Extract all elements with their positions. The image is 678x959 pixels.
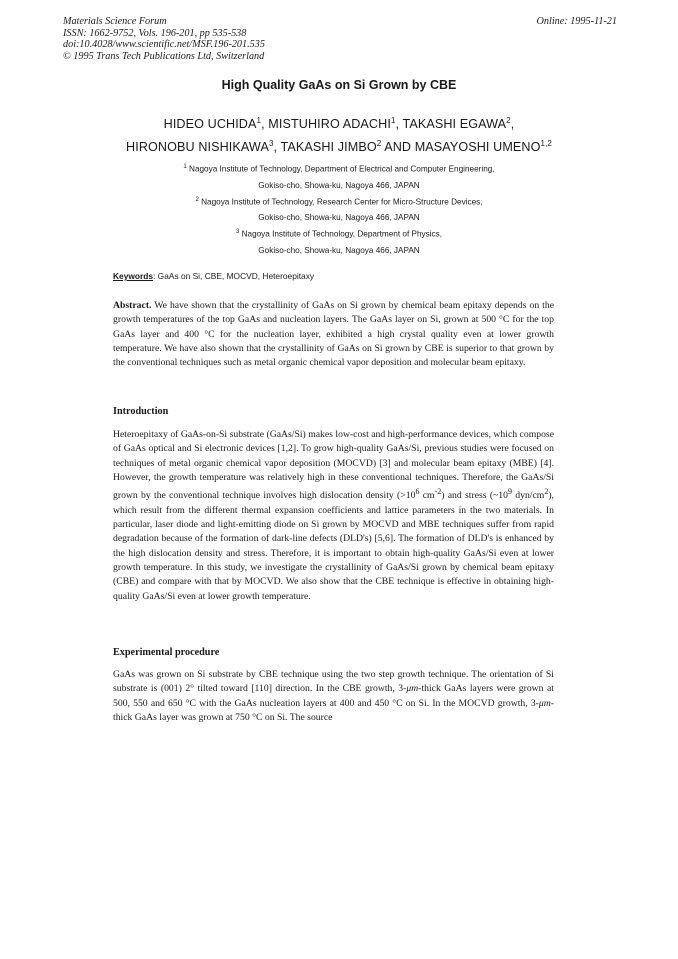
author-separator: , [510, 117, 515, 132]
copyright-line: © 1995 Trans Tech Publications Ltd, Switzerland [63, 50, 265, 62]
online-date: Online: 1995-11-21 [536, 16, 617, 27]
journal-header [63, 16, 265, 62]
author-name: , MISTUHIRO ADACHI [261, 117, 391, 132]
affiliation-1-line-1: $^1$ Nagoya Institute of Technology, Department of Electrical and Computer Engineering, [183, 164, 495, 174]
keywords-line [113, 271, 314, 281]
affiliation-marker: 1 [390, 116, 396, 125]
keywords-label: Keywords [113, 271, 154, 281]
affiliation-marker: 1,2 [540, 139, 552, 148]
section-heading-introduction: Introduction [113, 406, 169, 417]
affiliation-2-line-1: $^2$ Nagoya Institute of Technology, Research Center for Micro-Structure Devices, [195, 197, 483, 207]
affiliation-3-line-1: $^3$ Nagoya Institute of Technology, Department of Physics, [235, 229, 442, 239]
affiliation-marker: 2 [506, 116, 511, 125]
introduction-body: Heteroepitaxy of GaAs-on-Si substrate (GaAs/Si) makes low-cost and high-performance devices, which compose of GaAs optical and Si electronic devices [1,2]. To grow high-quality GaAs/Si, previous studies were focused on techniques of metal organic chemical vapor deposition (MOCVD) [3] and molecular beam epitaxy (MBE) [4]. However, the growth temperature was relatively high in these conventional techniques. Therefore, the GaAs/Si grown by the conventional technique involves high dislocation density ($>10^6$ $cm^{-2}$) and stress ($\sim 10^9$ dyn/$cm^2$), which result from the different thermal expansion coefficients and lattice parameters in the two materials. In particular, laser diode and light-emitting diode on Si grown by MOCVD and MBE techniques suffer from rapid degradation because of the formation of dark-line defects (DLD's) [5,6]. The formation of DLD's is enhanced by the high dislocation density and stress. Therefore, it is important to obtain high-quality GaAs/Si even at lower growth temperature. In this study, we investigate the crystallinity of GaAs/Si grown by chemical beam epitaxy (CBE) and compare with that by MOCVD. We also show that the CBE technique is effective in obtaining high-quality GaAs/Si even at lower growth temperature. [113, 429, 554, 602]
affiliation-marker: 2 [376, 139, 382, 148]
affiliation-marker: 3 [268, 139, 274, 148]
author-name: HIDEO UCHIDA [163, 117, 257, 132]
issn-line: ISSN: 1662-9752, Vols. 196-201, pp 535-538 [63, 27, 247, 39]
experimental-body: GaAs was grown on Si substrate by CBE technique using the two step growth technique. The orientation of Si substrate is (001) 2° tilted toward [110] direction. In the CBE growth, 3-μm-thick GaAs layers were grown at 500, 550 and 650 °C with the GaAs nucleation layers at 400 and 450 °C on Si. In the MOCVD growth, 3-μm-thick GaAs layer was grown at 750 °C on Si. The source [113, 669, 554, 723]
abstract-text: We have shown that the crystallinity of GaAs on Si grown by chemical beam epitaxy depends on the growth temperatures of the top GaAs and nucleation layers. The GaAs layer on Si, grown at 500 °C for the top GaAs layer and 400 °C for the nucleation layer, exhibited a high crystal quality even at lower growth temperature. We have also shown that the crystallinity of GaAs on Si grown by CBE is superior to that grown by the conventional techniques such as metal organic chemical vapor deposition and molecular beam epitaxy. [113, 300, 554, 369]
author-name: AND MASAYOSHI UMENO [381, 140, 541, 155]
doi-line[interactable]: doi:10.4028/www.scientific.net/MSF.196-201.535 [63, 39, 265, 51]
paper-title: High Quality GaAs on Si Grown by CBE [221, 78, 457, 92]
authors-line-1 [0, 116, 678, 131]
author-name: , TAKASHI JIMBO [273, 140, 377, 155]
section-heading-experimental: Experimental procedure [113, 647, 220, 658]
authors-line-2 [0, 139, 678, 154]
author-name: HIRONOBU NISHIKAWA [126, 140, 269, 155]
abstract-label: Abstract. [113, 300, 152, 311]
keywords-text: : GaAs on Si, CBE, MOCVD, Heteroepitaxy [153, 271, 315, 281]
affiliation-1-line-2: Gokiso-cho, Showa-ku, Nagoya 466, JAPAN [258, 181, 420, 190]
journal-name: Materials Science Forum [63, 16, 167, 27]
abstract [113, 299, 554, 370]
affiliation-3-line-2: Gokiso-cho, Showa-ku, Nagoya 466, JAPAN [258, 246, 420, 255]
author-name: , TAKASHI EGAWA [395, 117, 507, 132]
affiliation-2-line-2: Gokiso-cho, Showa-ku, Nagoya 466, JAPAN [258, 213, 420, 222]
affiliation-marker: 1 [256, 116, 262, 125]
